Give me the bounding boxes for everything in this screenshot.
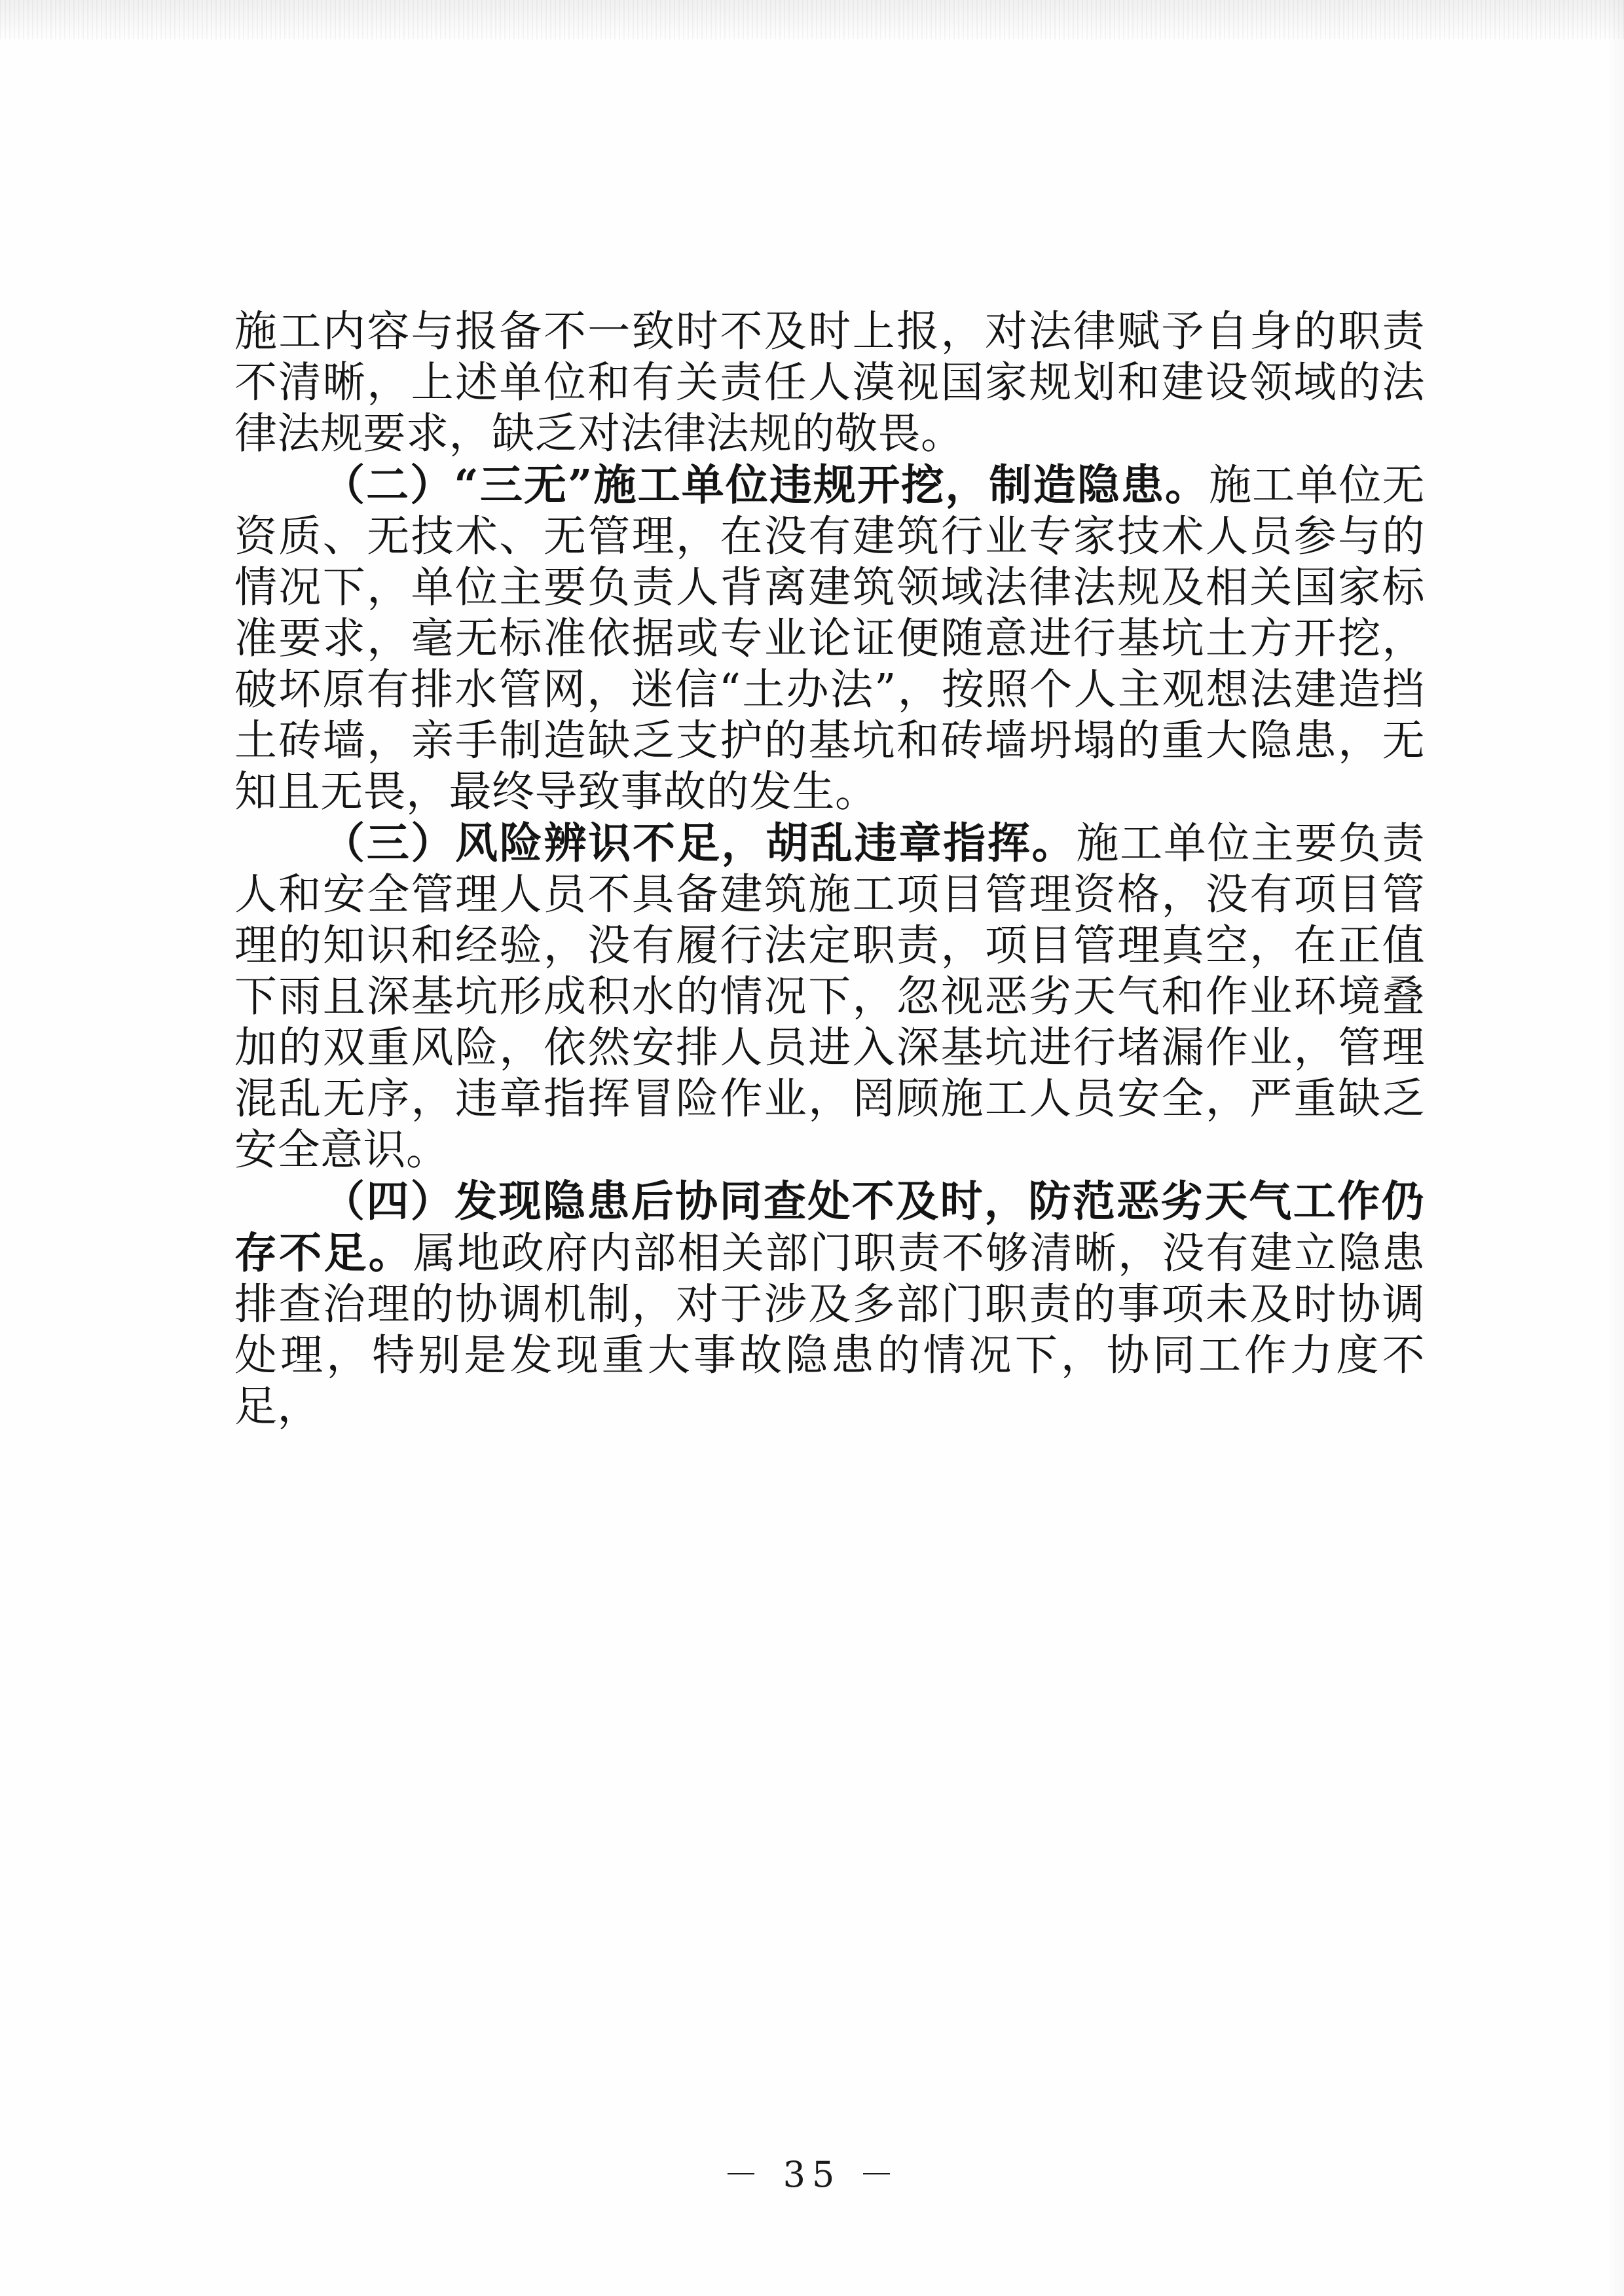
paragraph-section-four <box>234 1176 1425 1432</box>
paragraph-continuation <box>234 306 1425 460</box>
paragraph-text: 施工单位主要负责人和安全管理人员不具备建筑施工项目管理资格，没有项目管理的知识和经验，没有履行法定职责，项目管理真空，在正值下雨且深基坑形成积水的情况下，忽视恶劣天气和作业环境叠加的双重风险，依然安排人员进入深基坑进行堵漏作业，管理混乱无序，违章指挥冒险作业，罔顾施工人员安全，严重缺乏安全意识。 <box>234 819 1425 1175</box>
paragraph-text: 施工单位无资质、无技术、无管理，在没有建筑行业专家技术人员参与的情况下，单位主要负责人背离建筑领域法律法规及相关国家标准要求，毫无标准依据或专业论证便随意进行基坑土方开挖，破坏原有排水管网，迷信“土办法”，按照个人主观想法建造挡土砖墙，亲手制造缺乏支护的基坑和砖墙坍塌的重大隐患，无知且无畏，最终导致事故的发生。 <box>234 461 1425 816</box>
paragraph-text: 属地政府内部相关部门职责不够清晰，没有建立隐患排查治理的协调机制，对于涉及多部门职责的事项未及时协调处理，特别是发现重大事故隐患的情况下，协同工作力度不足， <box>234 1229 1425 1431</box>
paragraph-section-three <box>234 818 1425 1176</box>
section-heading-two: （二）“三无”施工单位违规开挖，制造隐患。 <box>322 460 1209 510</box>
scan-noise-artifact-right <box>1607 0 1624 2296</box>
section-heading-four: （四）发现隐患后协同查处不及时，防范恶劣天气工作仍存不足。 <box>234 1176 1425 1278</box>
scan-noise-artifact-top <box>0 0 1624 39</box>
paragraph-text: 施工内容与报备不一致时不及时上报，对法律赋予自身的职责不清晰，上述单位和有关责任人漠视国家规划和建设领域的法律法规要求，缺乏对法律法规的敬畏。 <box>234 307 1425 458</box>
page-number-footer: － 35 － <box>723 2154 901 2195</box>
section-heading-three: （三）风险辨识不足，胡乱违章指挥。 <box>322 818 1077 868</box>
paragraph-section-two <box>234 460 1425 818</box>
body-text-column <box>234 306 1425 1432</box>
